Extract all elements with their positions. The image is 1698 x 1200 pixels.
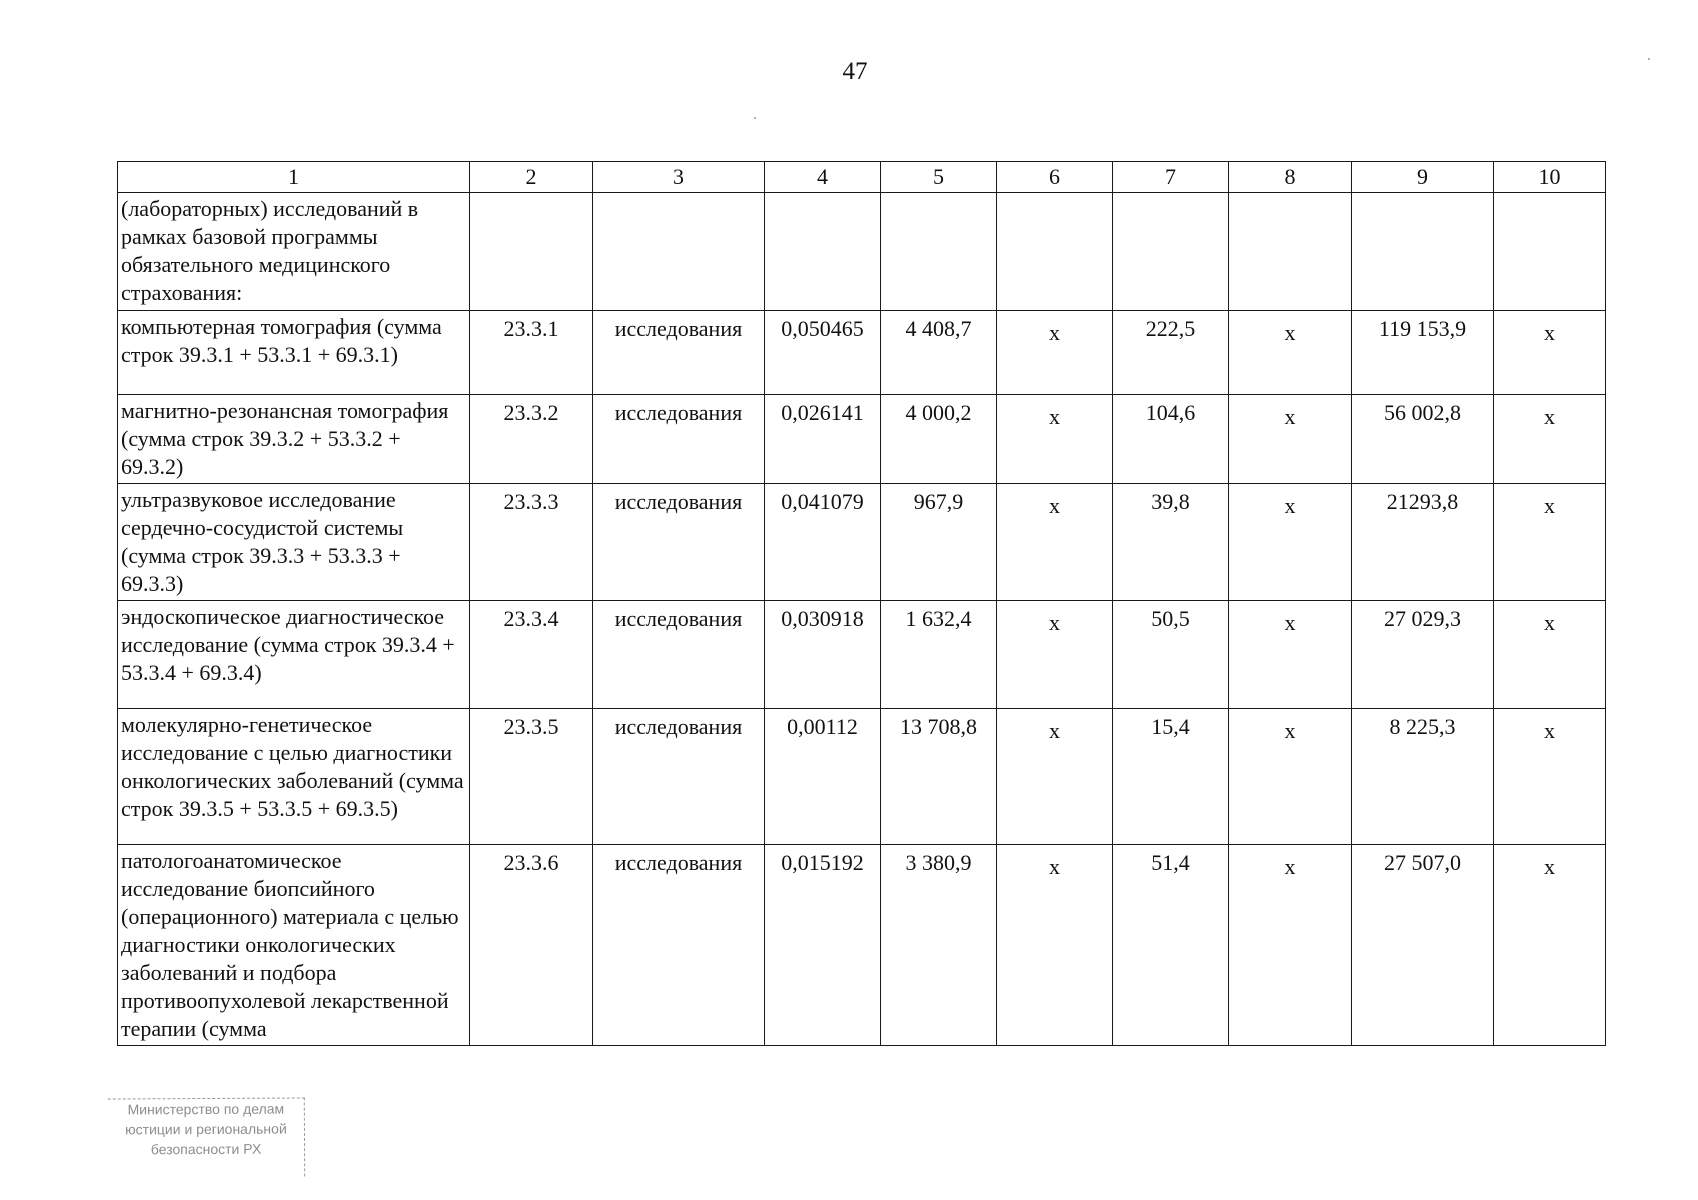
- table-cell: 0,041079: [765, 484, 881, 601]
- table-cell: 23.3.4: [470, 601, 593, 709]
- table-row: [118, 484, 1606, 601]
- data-table: [117, 161, 1606, 1046]
- row-label-cell: эндоскопическое диагностическое исследование (сумма строк 39.3.4 + 53.3.4 + 69.3.4): [118, 601, 470, 709]
- scan-speck: [1648, 58, 1650, 60]
- table-cell: 15,4: [1113, 709, 1229, 845]
- table-cell: 3 380,9: [881, 845, 997, 1046]
- table-cell: х: [1229, 845, 1352, 1046]
- table-cell: исследования: [593, 845, 765, 1046]
- header-cell: 1: [118, 162, 470, 193]
- table-row: [118, 395, 1606, 484]
- table-cell: 23.3.1: [470, 311, 593, 395]
- table-cell: 23.3.5: [470, 709, 593, 845]
- table-cell: 27 507,0: [1352, 845, 1494, 1046]
- header-cell: 3: [593, 162, 765, 193]
- table-cell: х: [1229, 311, 1352, 395]
- table-cell: 23.3.6: [470, 845, 593, 1046]
- table-cell: х: [1494, 311, 1606, 395]
- table-cell: х: [997, 484, 1113, 601]
- stamp-line: безопасности РХ: [150, 1140, 262, 1158]
- header-cell: 4: [765, 162, 881, 193]
- row-label-cell: молекулярно-генетическое исследование с целью диагностики онкологических заболеваний (сумма строк 39.3.5 + 53.3.5 + 69.3.5): [118, 709, 470, 845]
- table-row: [118, 845, 1606, 1046]
- table-cell: х: [1229, 484, 1352, 601]
- table-cell: 0,050465: [765, 311, 881, 395]
- table-cell: х: [997, 311, 1113, 395]
- table-cell: исследования: [593, 395, 765, 484]
- table-body: [118, 162, 1606, 1046]
- row-label-cell: ультразвуковое исследование сердечно-сосудистой системы (сумма строк 39.3.3 + 53.3.3 + 69.3.3): [118, 484, 470, 601]
- table-cell: х: [1494, 601, 1606, 709]
- table-cell: х: [997, 601, 1113, 709]
- header-cell: 2: [470, 162, 593, 193]
- table-cell: 0,026141: [765, 395, 881, 484]
- table-cell: х: [1229, 395, 1352, 484]
- table-header-row: [118, 162, 1606, 193]
- table-cell: 1 632,4: [881, 601, 997, 709]
- table-cell: 21293,8: [1352, 484, 1494, 601]
- table-cell: 119 153,9: [1352, 311, 1494, 395]
- row-label-cell: патологоанатомическое исследование биопсийного (операционного) материала с целью диагностики онкологических заболеваний и подбора противоопухолевой лекарственной терапии (сумма: [118, 845, 470, 1046]
- header-cell: 7: [1113, 162, 1229, 193]
- table-cell: х: [1229, 601, 1352, 709]
- table-row: [118, 311, 1606, 395]
- page-number: 47: [842, 58, 868, 85]
- header-cell: 9: [1352, 162, 1494, 193]
- table-cell: исследования: [593, 484, 765, 601]
- table-cell: [593, 193, 765, 311]
- stamp-line: Министерство по делам: [127, 1100, 285, 1118]
- table-cell: 50,5: [1113, 601, 1229, 709]
- table-cell: исследования: [593, 601, 765, 709]
- table-cell: х: [1494, 395, 1606, 484]
- table-cell: [1113, 193, 1229, 311]
- table-cell: 8 225,3: [1352, 709, 1494, 845]
- row-label-cell: магнитно-резонансная томография (сумма строк 39.3.2 + 53.3.2 + 69.3.2): [118, 395, 470, 484]
- table-cell: х: [997, 709, 1113, 845]
- table-cell: 56 002,8: [1352, 395, 1494, 484]
- table-row: [118, 193, 1606, 311]
- table-cell: 23.3.3: [470, 484, 593, 601]
- table-row: [118, 709, 1606, 845]
- table-cell: х: [997, 845, 1113, 1046]
- table-cell: 4 408,7: [881, 311, 997, 395]
- table-cell: 23.3.2: [470, 395, 593, 484]
- header-cell: 10: [1494, 162, 1606, 193]
- row-label-cell: (лабораторных) исследований в рамках базовой программы обязательного медицинского страхования:: [118, 193, 470, 311]
- table-cell: 0,030918: [765, 601, 881, 709]
- table-row: [118, 601, 1606, 709]
- table-cell: 0,00112: [765, 709, 881, 845]
- table-cell: х: [997, 395, 1113, 484]
- table-cell: х: [1494, 484, 1606, 601]
- table-cell: 27 029,3: [1352, 601, 1494, 709]
- table-cell: [765, 193, 881, 311]
- table-cell: [997, 193, 1113, 311]
- row-label-cell: компьютерная томография (сумма строк 39.3.1 + 53.3.1 + 69.3.1): [118, 311, 470, 395]
- table-cell: 104,6: [1113, 395, 1229, 484]
- table-cell: [1229, 193, 1352, 311]
- table-cell: исследования: [593, 709, 765, 845]
- scan-speck: [754, 117, 756, 119]
- stamp-line: юстиции и региональной: [125, 1120, 287, 1138]
- table-cell: исследования: [593, 311, 765, 395]
- table-cell: 222,5: [1113, 311, 1229, 395]
- table-cell: 0,015192: [765, 845, 881, 1046]
- table-cell: 39,8: [1113, 484, 1229, 601]
- table-cell: [470, 193, 593, 311]
- table-cell: 967,9: [881, 484, 997, 601]
- table-cell: х: [1229, 709, 1352, 845]
- table-cell: [1352, 193, 1494, 311]
- ministry-stamp: [108, 1097, 305, 1177]
- table-cell: [881, 193, 997, 311]
- header-cell: 6: [997, 162, 1113, 193]
- table-cell: х: [1494, 845, 1606, 1046]
- table-cell: х: [1494, 709, 1606, 845]
- header-cell: 8: [1229, 162, 1352, 193]
- table-cell: 13 708,8: [881, 709, 997, 845]
- table-cell: [1494, 193, 1606, 311]
- table-cell: 51,4: [1113, 845, 1229, 1046]
- header-cell: 5: [881, 162, 997, 193]
- table-cell: 4 000,2: [881, 395, 997, 484]
